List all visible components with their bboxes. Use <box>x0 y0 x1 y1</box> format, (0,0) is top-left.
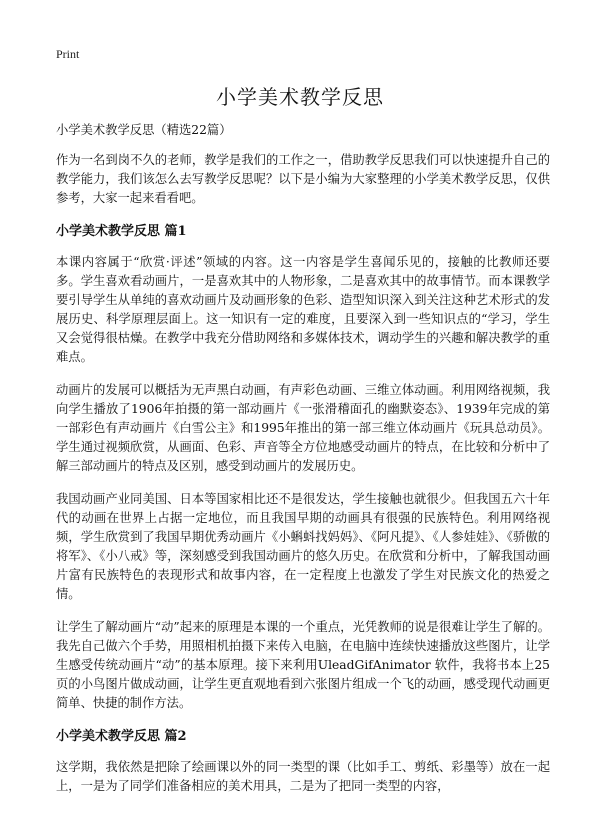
page-title: 小学美术教学反思 <box>216 85 384 109</box>
section-heading-2: 小学美术教学反思 篇2 <box>56 729 187 744</box>
document-body <box>56 121 550 810</box>
section-1-paragraph-1: 本课内容属于“欣赏·评述”领域的内容。这一内容是学生喜闻乐见的，接触的比教师还要多。学生喜欢看动画片，一是喜欢其中的人物形象，二是喜欢其中的故事情节。而本课教学要引导学生从单纯的喜欢动画片及动画形象的色彩、造型知识深入到关注这种艺术形式的发展历史、科学原理层面上。这一知识有一定的难度，且要深入到一些知识点的“学习，学生又会觉得很枯燥。在教学中我充分借助网络和多媒体技术，调动学生的兴趣和解决教学的重难点。 <box>56 255 550 364</box>
section-heading-1: 小学美术教学反思 篇1 <box>56 224 187 239</box>
section-1-paragraph-4: 让学生了解动画片“动”起来的原理是本课的一个重点，光凭教师的说是很难让学生了解的。我先自己做六个手势，用照相机拍摄下来传入电脑，在电脑中连续快速播放这些图片，让学生感受传统动画片“动”的基本原理。接下来利用UleadGifAnimator 软件，我将书本上25页的小鸟图片做成动画，让学生更直观地看到六张图片组成一个飞的动画，感受现代动画更简单、快捷的制作方法。 <box>56 620 550 710</box>
section-1-paragraph-2: 动画片的发展可以概括为无声黑白动画，有声彩色动画、三维立体动画。利用网络视频，我向学生播放了1906年拍摄的第一部动画片《一张滑稽面孔的幽默姿态》、1939年完成的第一部彩色有声动画片《白雪公主》和1995年推出的第一部三维立体动画片《玩具总动员》。学生通过视频欣赏，从画面、色彩、声音等全方位地感受动画片的特点，在比较和分析中了解三部动画片的特点及区别，感受到动画片的发展历史。 <box>56 383 550 473</box>
intro-paragraph: 作为一名到岗不久的老师，教学是我们的工作之一，借助教学反思我们可以快速提升自己的教学能力，我们该怎么去写教学反思呢？以下是小编为大家整理的小学美术教学反思，仅供参考，大家一起来看看吧。 <box>56 153 550 205</box>
section-2-paragraph-1: 这学期，我依然是把除了绘画课以外的同一类型的课（比如手工、剪纸、彩墨等）放在一起上，一是为了同学们准备相应的美术用具，二是为了把同一类型的内容， <box>56 760 550 793</box>
document-subtitle: 小学美术教学反思（精选22篇） <box>56 123 232 137</box>
section-1-paragraph-3: 我国动画产业同美国、日本等国家相比还不是很发达，学生接触也就很少。但我国五六十年代的动画在世界上占据一定地位，而且我国早期的动画具有很强的民族特色。利用网络视频，学生欣赏到了我国早期优秀动画片《小蝌蚪找妈妈》、《阿凡提》、《人参娃娃》、《骄傲的将军》、《小八戒》等，深刻感受到我国动画片的悠久历史。在欣赏和分析中，了解我国动画片富有民族特色的表现形式和故事内容，在一定程度上也激发了学生对民族文化的热爱之情。 <box>56 492 550 601</box>
print-link[interactable]: Print <box>56 47 80 61</box>
